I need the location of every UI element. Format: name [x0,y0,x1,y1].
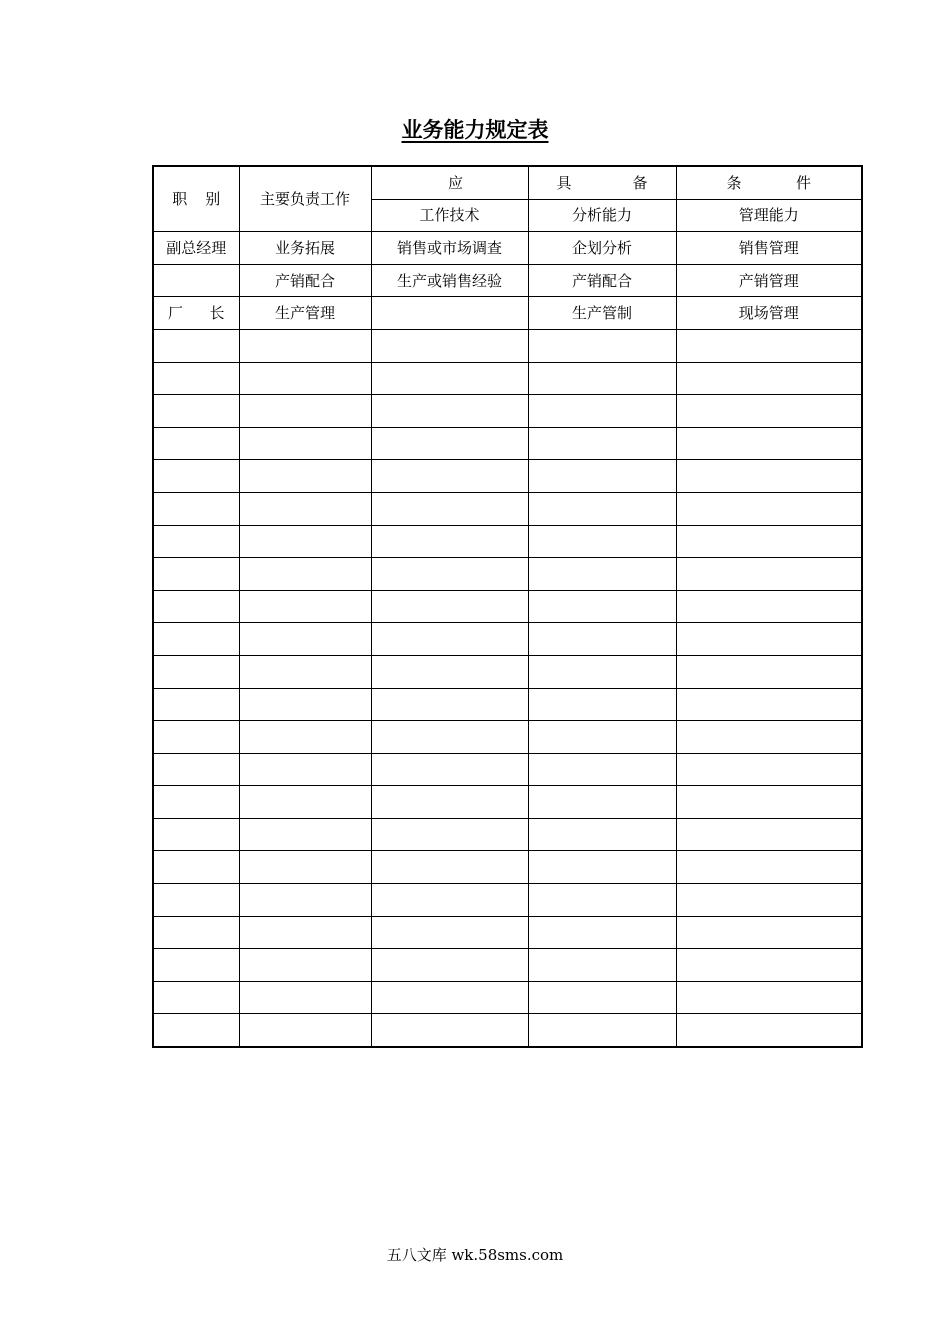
blank-cell [676,362,862,395]
blank-row [153,623,862,656]
footer-watermark: 五八文库 wk.58sms.com [386,1246,564,1264]
blank-cell [676,329,862,362]
blank-cell [239,818,371,851]
blank-cell [676,786,862,819]
blank-row [153,949,862,982]
blank-cell [676,395,862,428]
blank-row [153,525,862,558]
blank-cell [239,655,371,688]
blank-cell [528,395,676,428]
blank-cell [239,460,371,493]
blank-cell [528,1014,676,1047]
blank-cell [528,362,676,395]
blank-cell [153,753,239,786]
blank-cell [676,492,862,525]
cell-position: 副总经理 [153,232,239,265]
cell-management: 销售管理 [676,232,862,265]
blank-cell [528,916,676,949]
blank-cell [153,362,239,395]
blank-cell [371,1014,528,1047]
blank-cell [528,884,676,917]
blank-cell [239,721,371,754]
blank-cell [153,884,239,917]
blank-cell [676,525,862,558]
header-requirement-jubei: 具 备 [528,166,676,199]
blank-cell [676,753,862,786]
blank-row [153,590,862,623]
blank-cell [528,818,676,851]
blank-cell [371,655,528,688]
blank-cell [528,558,676,591]
blank-cell [239,786,371,819]
blank-cell [153,655,239,688]
blank-cell [676,460,862,493]
header-row-top [153,166,862,199]
blank-cell [371,525,528,558]
blank-cell [153,851,239,884]
blank-cell [239,1014,371,1047]
blank-cell [371,329,528,362]
blank-cell [371,786,528,819]
blank-cell [676,1014,862,1047]
blank-cell [676,590,862,623]
blank-cell [371,851,528,884]
cell-work: 业务拓展 [239,232,371,265]
blank-cell [528,427,676,460]
table-row [153,232,862,265]
blank-cell [239,525,371,558]
blank-cell [528,981,676,1014]
blank-row [153,688,862,721]
blank-cell [528,329,676,362]
blank-cell [239,623,371,656]
blank-cell [153,1014,239,1047]
blank-cell [239,329,371,362]
blank-cell [239,916,371,949]
cell-analysis: 企划分析 [528,232,676,265]
blank-cell [153,981,239,1014]
blank-cell [153,688,239,721]
cell-management: 产销管理 [676,264,862,297]
blank-cell [239,851,371,884]
blank-cell [676,721,862,754]
blank-cell [239,884,371,917]
blank-cell [676,884,862,917]
blank-cell [153,949,239,982]
cell-tech [371,297,528,330]
blank-cell [239,753,371,786]
blank-cell [239,558,371,591]
blank-cell [239,492,371,525]
header-main-work: 主要负责工作 [239,166,371,232]
blank-row [153,786,862,819]
blank-cell [371,818,528,851]
blank-row [153,981,862,1014]
blank-cell [371,558,528,591]
blank-cell [153,721,239,754]
cell-management: 现场管理 [676,297,862,330]
blank-cell [371,981,528,1014]
blank-cell [528,949,676,982]
blank-cell [676,916,862,949]
blank-cell [528,688,676,721]
blank-cell [371,492,528,525]
blank-row [153,395,862,428]
blank-row [153,753,862,786]
blank-cell [153,916,239,949]
blank-cell [528,851,676,884]
cell-position: 厂 长 [153,297,239,330]
blank-cell [528,590,676,623]
blank-cell [153,525,239,558]
header-analysis: 分析能力 [528,199,676,232]
blank-row [153,460,862,493]
blank-cell [153,427,239,460]
blank-cell [676,655,862,688]
blank-cell [153,329,239,362]
blank-cell [239,590,371,623]
header-requirement-ying: 应 [371,166,528,199]
cell-tech: 销售或市场调查 [371,232,528,265]
blank-row [153,362,862,395]
blank-row [153,558,862,591]
blank-cell [153,786,239,819]
blank-row [153,427,862,460]
blank-cell [676,851,862,884]
blank-cell [371,427,528,460]
blank-cell [371,590,528,623]
cell-position [153,264,239,297]
cell-tech: 生产或销售经验 [371,264,528,297]
header-position: 职 别 [153,166,239,232]
blank-cell [371,395,528,428]
header-management: 管理能力 [676,199,862,232]
blank-cell [371,623,528,656]
blank-row [153,329,862,362]
blank-cell [528,492,676,525]
header-tech: 工作技术 [371,199,528,232]
cell-work: 生产管理 [239,297,371,330]
cell-analysis: 产销配合 [528,264,676,297]
blank-row [153,721,862,754]
blank-cell [371,721,528,754]
blank-row [153,884,862,917]
blank-cell [676,949,862,982]
blank-cell [153,460,239,493]
blank-cell [371,949,528,982]
blank-cell [528,623,676,656]
header-requirement-tiaojian: 条 件 [676,166,862,199]
blank-cell [528,460,676,493]
blank-cell [153,623,239,656]
blank-cell [239,949,371,982]
blank-cell [676,818,862,851]
blank-cell [676,427,862,460]
blank-row [153,916,862,949]
blank-cell [371,460,528,493]
blank-row [153,492,862,525]
blank-cell [371,884,528,917]
table-row [153,264,862,297]
blank-cell [528,525,676,558]
table-row [153,297,862,330]
blank-cell [528,655,676,688]
blank-cell [153,395,239,428]
blank-cell [371,753,528,786]
blank-cell [371,916,528,949]
blank-cell [676,558,862,591]
blank-cell [528,721,676,754]
blank-cell [239,688,371,721]
blank-row [153,655,862,688]
ability-requirements-table [152,165,863,1048]
cell-analysis: 生产管制 [528,297,676,330]
blank-cell [676,981,862,1014]
document-title: 业务能力规定表 [401,117,549,142]
cell-work: 产销配合 [239,264,371,297]
blank-cell [371,362,528,395]
blank-cell [676,688,862,721]
blank-cell [153,558,239,591]
blank-cell [371,688,528,721]
blank-row [153,1014,862,1047]
blank-cell [153,590,239,623]
blank-row [153,818,862,851]
blank-cell [528,786,676,819]
blank-cell [528,753,676,786]
blank-cell [153,818,239,851]
blank-cell [239,981,371,1014]
blank-cell [153,492,239,525]
blank-cell [239,427,371,460]
blank-cell [239,362,371,395]
blank-cell [239,395,371,428]
blank-row [153,851,862,884]
blank-cell [676,623,862,656]
